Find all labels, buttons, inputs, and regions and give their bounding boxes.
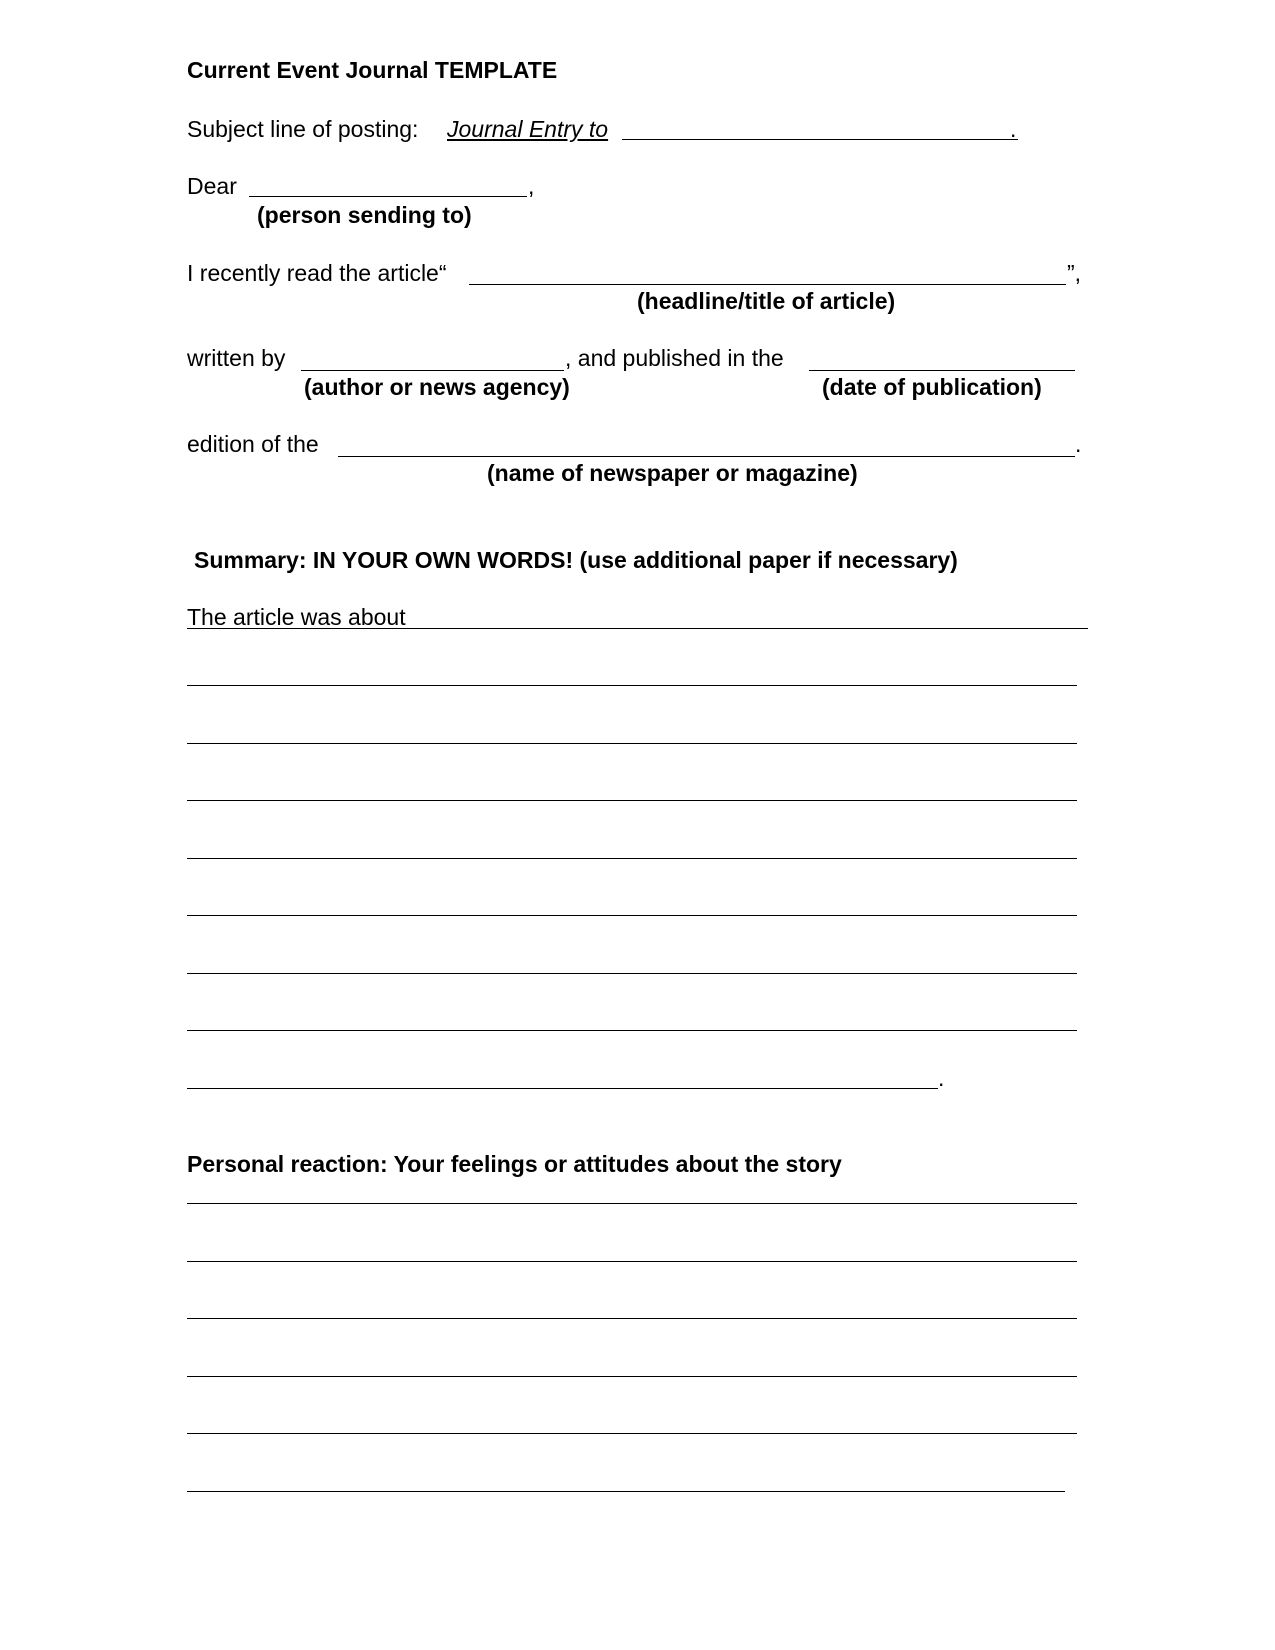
page-title: Current Event Journal TEMPLATE [187,57,558,83]
summary-lead: The article was about [187,604,406,630]
reaction-line-2[interactable] [187,1261,1077,1262]
published-label: , and published in the [565,345,784,371]
reaction-line-4[interactable] [187,1376,1077,1377]
edition-label: edition of the [187,431,319,457]
summary-heading: Summary: IN YOUR OWN WORDS! (use additional paper if necessary) [194,547,958,573]
author-blank-line[interactable] [301,370,564,371]
edition-caption: (name of newspaper or magazine) [487,460,858,486]
summary-line-2[interactable] [187,685,1077,686]
edition-end: . [1075,431,1082,457]
reaction-line-5[interactable] [187,1433,1077,1434]
article-caption: (headline/title of article) [637,288,896,314]
dear-blank-line[interactable] [249,196,527,197]
summary-line-5[interactable] [187,858,1077,859]
summary-line-7[interactable] [187,973,1077,974]
subject-value: Journal Entry to [447,116,609,142]
dear-label: Dear [187,173,237,199]
subject-end: . [1010,116,1017,142]
subject-blank-line[interactable] [622,139,1018,140]
article-label: I recently read the article“ [187,260,447,286]
article-blank-line[interactable] [469,284,1066,285]
summary-end: . [938,1065,945,1091]
reaction-heading: Personal reaction: Your feelings or attitudes about the story [187,1151,842,1177]
dear-caption: (person sending to) [257,202,472,228]
author-caption: (author or news agency) [304,374,570,400]
newspaper-blank-line[interactable] [338,456,1075,457]
article-end: ”, [1067,260,1082,286]
reaction-line-6[interactable] [187,1491,1065,1492]
summary-line-4[interactable] [187,800,1077,801]
reaction-line-3[interactable] [187,1318,1077,1319]
date-caption: (date of publication) [822,374,1042,400]
summary-line-last[interactable] [187,1088,938,1089]
reaction-line-1[interactable] [187,1203,1077,1204]
date-blank-line[interactable] [809,370,1075,371]
subject-label: Subject line of posting: [187,116,419,142]
summary-line-3[interactable] [187,743,1077,744]
written-label: written by [187,345,286,371]
dear-end: , [528,173,535,199]
summary-line-8[interactable] [187,1030,1077,1031]
summary-line-1[interactable] [187,628,1088,629]
summary-line-6[interactable] [187,915,1077,916]
